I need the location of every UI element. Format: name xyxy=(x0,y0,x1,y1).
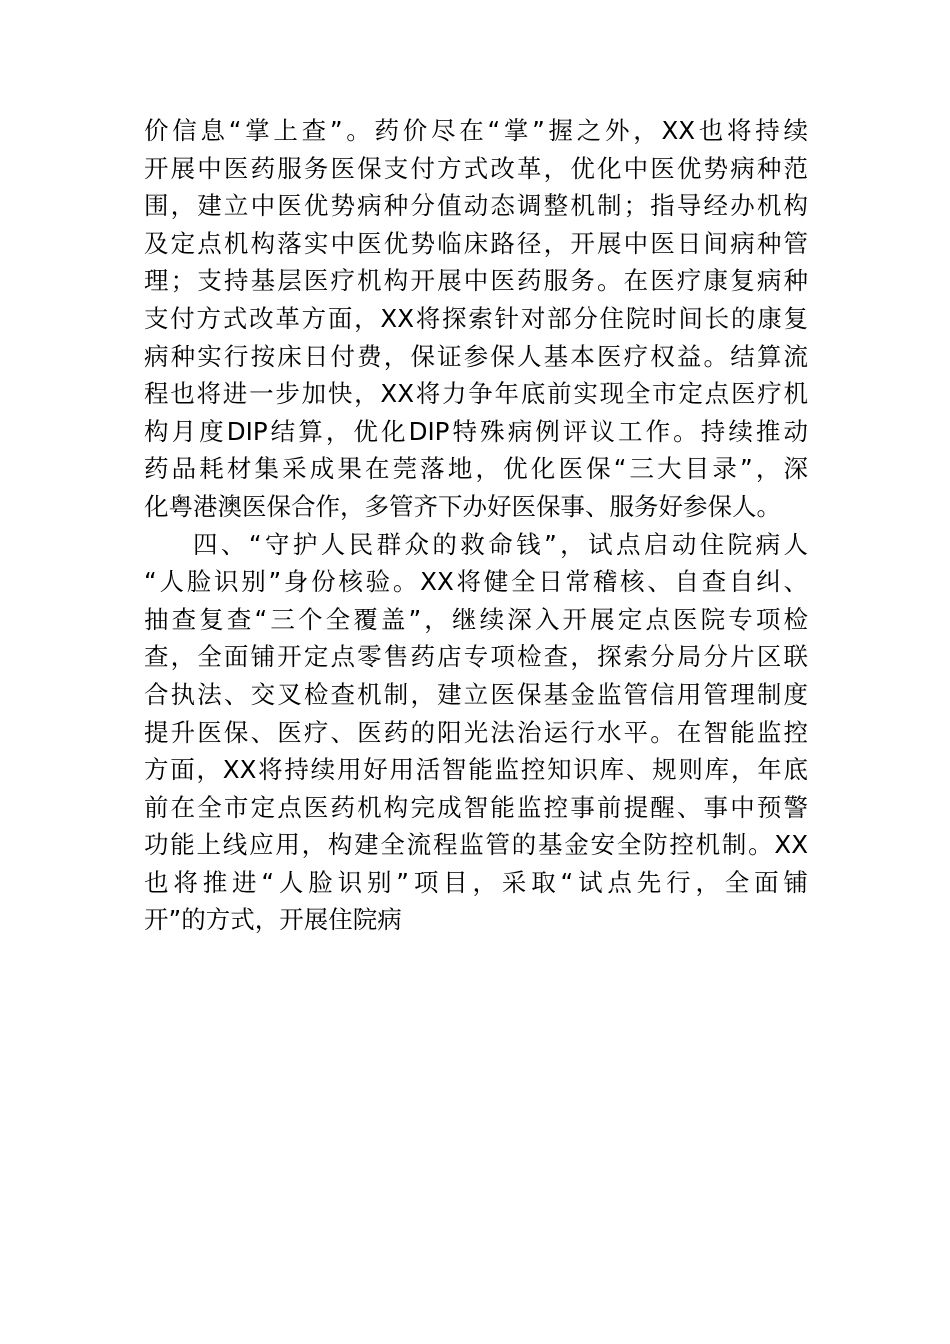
text-line: 方面，XX将持续用好用活智能监控知识库、规则库，年底 xyxy=(144,755,808,785)
text-line: 病种实行按床日付费，保证参保人基本医疗权益。结算流 xyxy=(144,341,808,371)
text-line: 支付方式改革方面，XX将探索针对部分住院时间长的康复 xyxy=(144,303,808,333)
text-line: 查，全面铺开定点零售药店专项检查，探索分局分片区联 xyxy=(144,642,808,672)
text-line: 功能上线应用，构建全流程监管的基金安全防控机制。XX xyxy=(144,830,808,860)
body-text xyxy=(144,112,808,939)
text-line: 及定点机构落实中医优势临床路径，开展中医日间病种管 xyxy=(144,228,808,258)
text-line: 前在全市定点医药机构完成智能监控事前提醒、事中预警 xyxy=(144,792,808,822)
text-line: 程也将进一步加快，XX将力争年底前实现全市定点医疗机 xyxy=(144,379,808,409)
text-line: “人脸识别”身份核验。XX将健全日常稽核、自查自纠、 xyxy=(144,567,808,597)
text-line: 药品耗材集采成果在莞落地，优化医保“三大目录”，深 xyxy=(144,454,808,484)
text-line: 化粤港澳医保合作，多管齐下办好医保事、服务好参保人。 xyxy=(144,491,781,521)
text-line: 开”的方式，开展住院病 xyxy=(144,905,402,935)
text-line: 开展中医药服务医保支付方式改革，优化中医优势病种范 xyxy=(144,153,808,183)
text-line: 也将推进“人脸识别”项目，采取“试点先行，全面铺 xyxy=(144,867,808,897)
text-line: 理；支持基层医疗机构开展中医药服务。在医疗康复病种 xyxy=(144,266,808,296)
text-line: 合执法、交叉检查机制，建立医保基金监管信用管理制度 xyxy=(144,679,808,709)
text-line: 提升医保、医疗、医药的阳光法治运行水平。在智能监控 xyxy=(144,717,808,747)
text-line: 抽查复查“三个全覆盖”，继续深入开展定点医院专项检 xyxy=(144,604,808,634)
text-line: 围，建立中医优势病种分值动态调整机制；指导经办机构 xyxy=(144,191,808,221)
section-heading-line: 四、“守护人民群众的救命钱”，试点启动住院病人 xyxy=(193,529,808,559)
text-line: 价信息“掌上查”。药价尽在“掌”握之外，XX也将持续 xyxy=(144,116,808,145)
text-line: 构月度DIP结算，优化DIP特殊病例评议工作。持续推动 xyxy=(144,416,808,446)
